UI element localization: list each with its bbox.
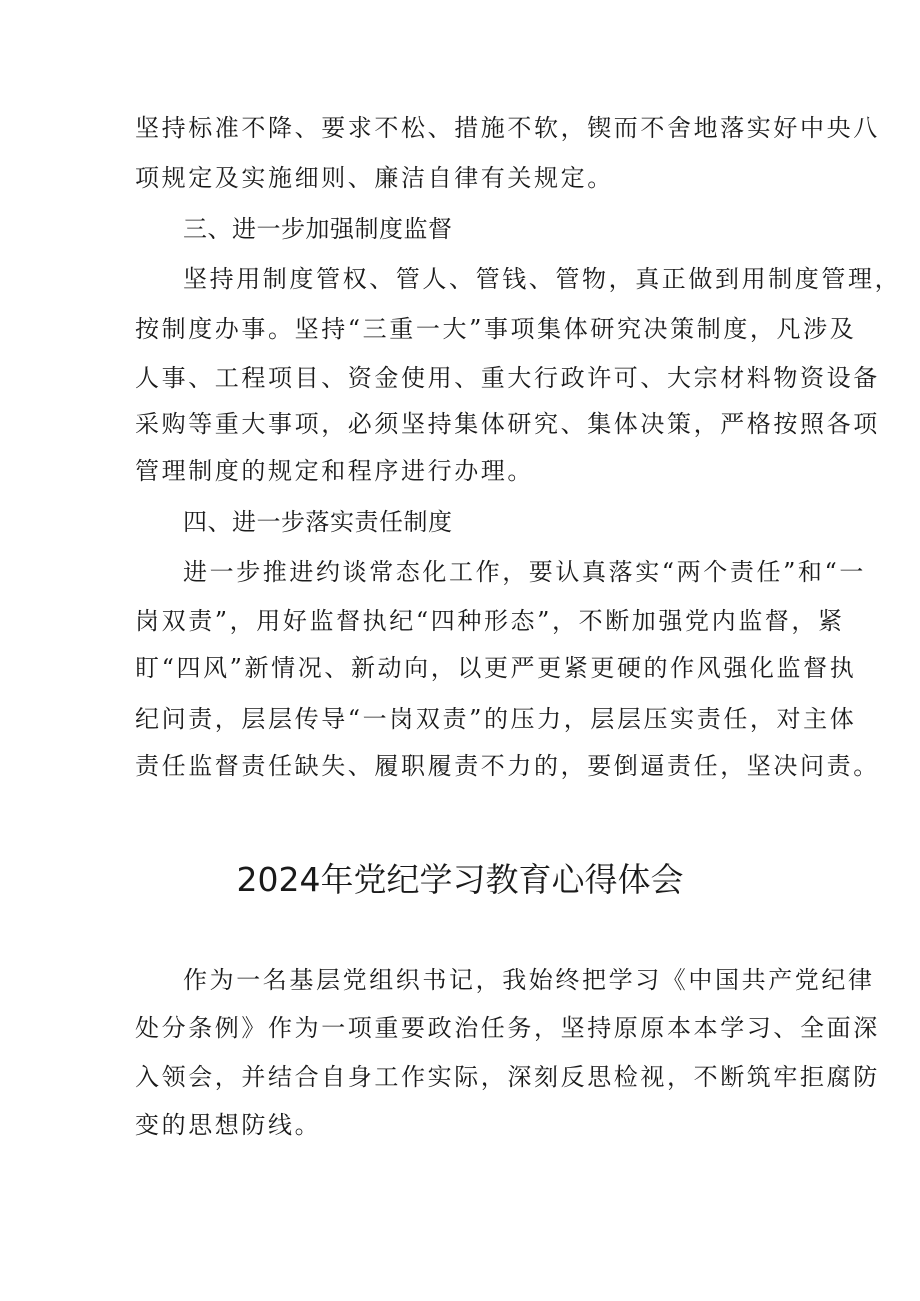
body-line: 人事、工程项目、资金使用、重大行政许可、大宗材料物资设备	[135, 364, 880, 392]
body-line: 管理制度的规定和程序进行办理。	[135, 457, 534, 485]
body-line: 坚持用制度管权、管人、管钱、管物，真正做到用制度管理，	[183, 265, 902, 293]
body-line: 采购等重大事项，必须坚持集体研究、集体决策，严格按照各项	[135, 410, 880, 438]
body-line: 岗双责”，用好监督执纪“四种形态”，不断加强党内监督，紧	[135, 607, 845, 635]
body-line: 纪问责，层层传导“一岗双责”的压力，层层压实责任，对主体	[135, 705, 857, 733]
body-line: 责任监督责任缺失、履职履责不力的，要倒逼责任，坚决问责。	[135, 752, 880, 780]
section-heading-4: 四、进一步落实责任制度	[183, 508, 453, 536]
body-line: 变的思想防线。	[135, 1111, 322, 1139]
body-line: 项规定及实施细则、廉洁自律有关规定。	[135, 164, 614, 192]
article-title: 2024年党纪学习教育心得体会	[236, 860, 684, 899]
body-line: 坚持标准不降、要求不松、措施不软，锲而不舍地落实好中央八	[135, 114, 880, 142]
section-heading-3: 三、进一步加强制度监督	[183, 215, 453, 243]
body-line: 按制度办事。坚持“三重一大”事项集体研究决策制度，凡涉及	[135, 315, 857, 343]
body-line: 作为一名基层党组织书记，我始终把学习《中国共产党纪律	[183, 966, 875, 994]
body-line: 盯“四风”新情况、新动向，以更严更紧更硬的作风强化监督执	[135, 654, 857, 682]
body-line: 进一步推进约谈常态化工作，要认真落实“两个责任”和“一	[183, 558, 867, 586]
body-line: 入领会，并结合自身工作实际，深刻反思检视，不断筑牢拒腐防	[135, 1063, 880, 1091]
body-line: 处分条例》作为一项重要政治任务，坚持原原本本学习、全面深	[135, 1014, 880, 1042]
